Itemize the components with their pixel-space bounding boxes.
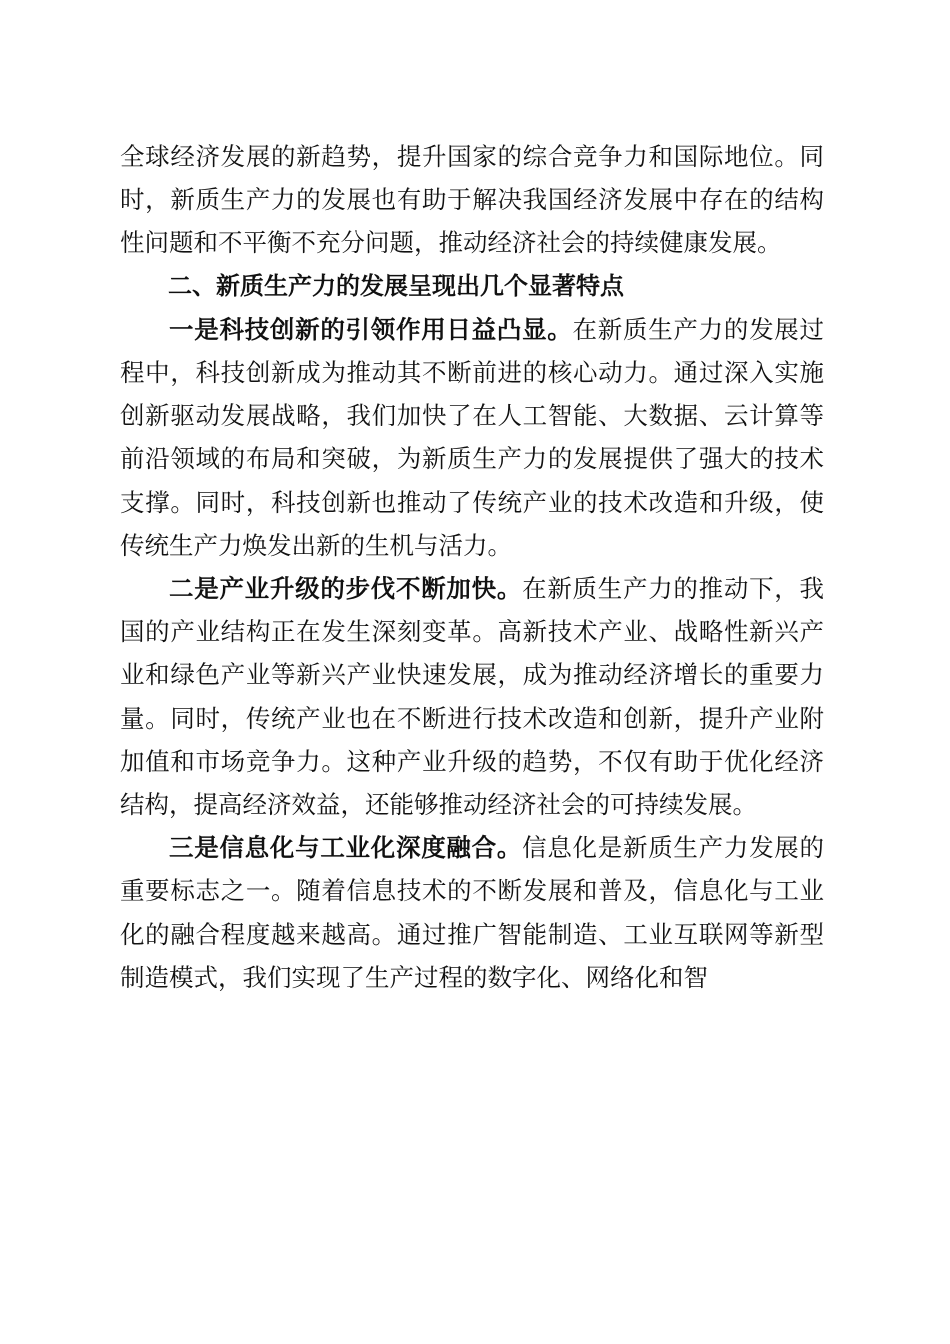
section-heading: 二、新质生产力的发展呈现出几个显著特点 <box>168 271 624 300</box>
point-3-paragraph <box>120 826 824 999</box>
document-page <box>120 135 824 999</box>
intro-paragraph-continued: 全球经济发展的新趋势，提升国家的综合竞争力和国际地位。同时，新质生产力的发展也有助于解决我国经济发展中存在的结构性问题和不平衡不充分问题，推动经济社会的持续健康发展。 <box>120 142 824 258</box>
point-2-body: 在新质生产力的推动下，我国的产业结构正在发生深刻变革。高新技术产业、战略性新兴产业和绿色产业等新兴产业快速发展，成为推动经济增长的重要力量。同时，传统产业也在不断进行技术改造和创新，提升产业附加值和市场竞争力。这种产业升级的趋势，不仅有助于优化经济结构，提高经济效益，还能够推动经济社会的可持续发展。 <box>120 574 825 820</box>
point-3-body: 信息化是新质生产力发展的重要标志之一。随着信息技术的不断发展和普及，信息化与工业化的融合程度越来越高。通过推广智能制造、工业互联网等新型制造模式，我们实现了生产过程的数字化、网络化和智 <box>120 833 825 992</box>
point-1-lead: 一是科技创新的引领作用日益凸显。 <box>169 314 573 344</box>
point-2-lead: 二是产业升级的步伐不断加快。 <box>169 574 523 604</box>
point-1-body: 在新质生产力的发展过程中，科技创新成为推动其不断前进的核心动力。通过深入实施创新驱动发展战略，我们加快了在人工智能、大数据、云计算等前沿领域的布局和突破，为新质生产力的发展提供了强大的技术支撑。同时，科技创新也推动了传统产业的技术改造和升级，使传统生产力焕发出新的生机与活力。 <box>120 314 825 560</box>
point-1-paragraph <box>120 308 824 567</box>
point-3-lead: 三是信息化与工业化深度融合。 <box>169 833 523 863</box>
point-2-paragraph <box>120 567 824 826</box>
